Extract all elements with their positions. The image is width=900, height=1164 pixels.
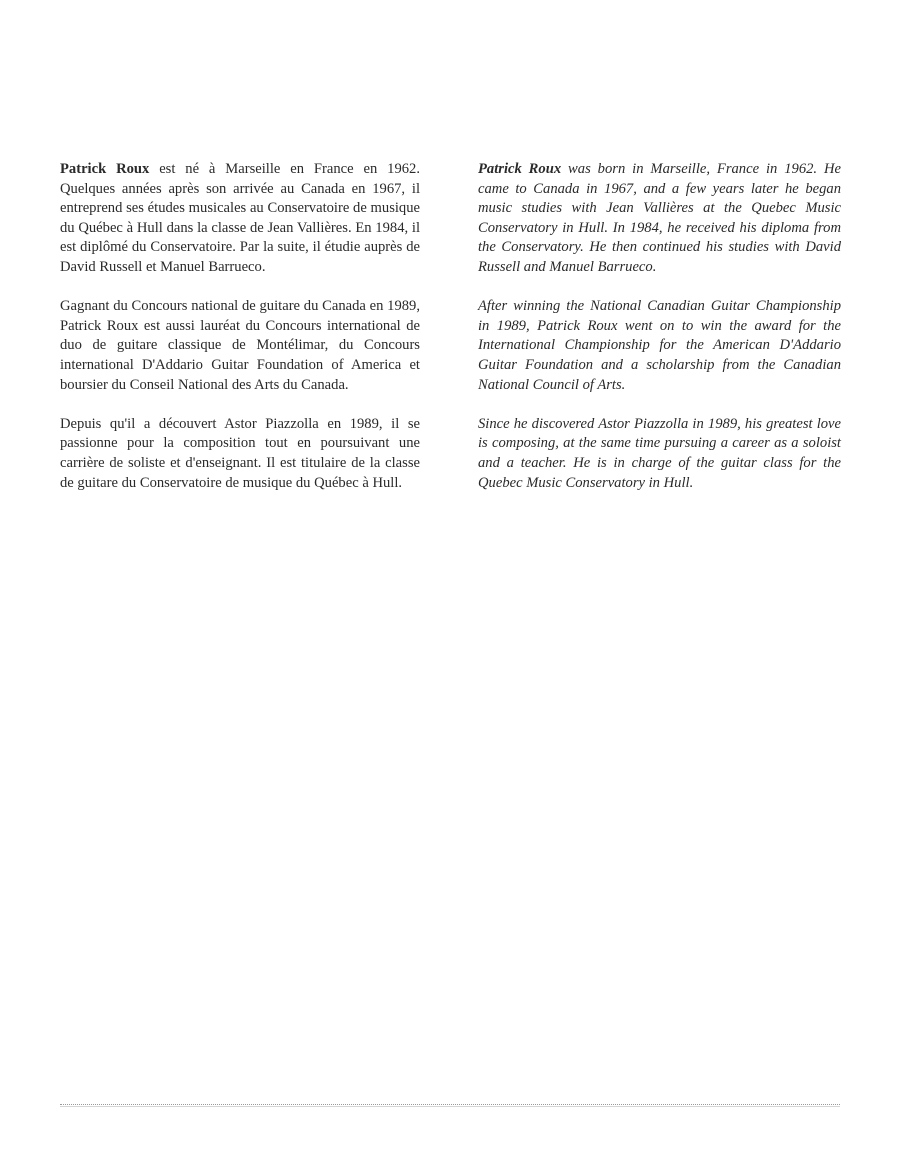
french-paragraph-1 — [60, 160, 420, 278]
artist-name: Patrick Roux — [478, 161, 562, 177]
french-paragraph-3: Depuis qu'il a découvert Astor Piazzolla en 1989, il se passionne pour la composition tout en poursuivant une carrière de soliste et d'enseignant. Il est titulaire de la classe de guitare du Conservatoire de musique du Québec à Hull. — [60, 415, 420, 491]
footer-divider — [60, 1104, 840, 1105]
french-paragraph-1-text: est né à Marseille en France en 1962. Quelques années après son arrivée au Canada en 1967, il entreprend ses études musicales au Conservatoire de musique du Québec à Hull dans la classe de Jean Vallières. En 1984, il est diplômé du Conservatoire. Par la suite, il étudie auprès de David Russell et Manuel Barrueco. — [60, 161, 420, 275]
english-paragraph-1 — [478, 160, 841, 278]
english-paragraph-1-text: was born in Marseille, France in 1962. He came to Canada in 1967, and a few years later he began music studies with Jean Vallières at the Quebec Music Conservatory in Hull. In 1984, he received his diploma from the Conservatory. He then continued his studies with David Russell and Manuel Barrueco. — [478, 161, 841, 275]
english-paragraph-2: After winning the National Canadian Guitar Championship in 1989, Patrick Roux went on to win the award for the International Championship for the American D'Addario Guitar Foundation and a scholarship from the Canadian National Council of Arts. — [478, 298, 841, 393]
french-biography — [60, 160, 420, 513]
english-paragraph-3: Since he discovered Astor Piazzolla in 1989, his greatest love is composing, at the same time pursuing a career as a soloist and a teacher. He is in charge of the guitar class for the Quebec Music Conservatory in Hull. — [478, 415, 841, 491]
french-paragraph-2: Gagnant du Concours national de guitare du Canada en 1989, Patrick Roux est aussi lauréat du Concours international de duo de guitare classique de Montélimar, du Concours international D'Addario Guitar Foundation of America et boursier du Conseil National des Arts du Canada. — [60, 298, 420, 393]
artist-name: Patrick Roux — [60, 161, 150, 177]
english-biography — [478, 160, 841, 513]
